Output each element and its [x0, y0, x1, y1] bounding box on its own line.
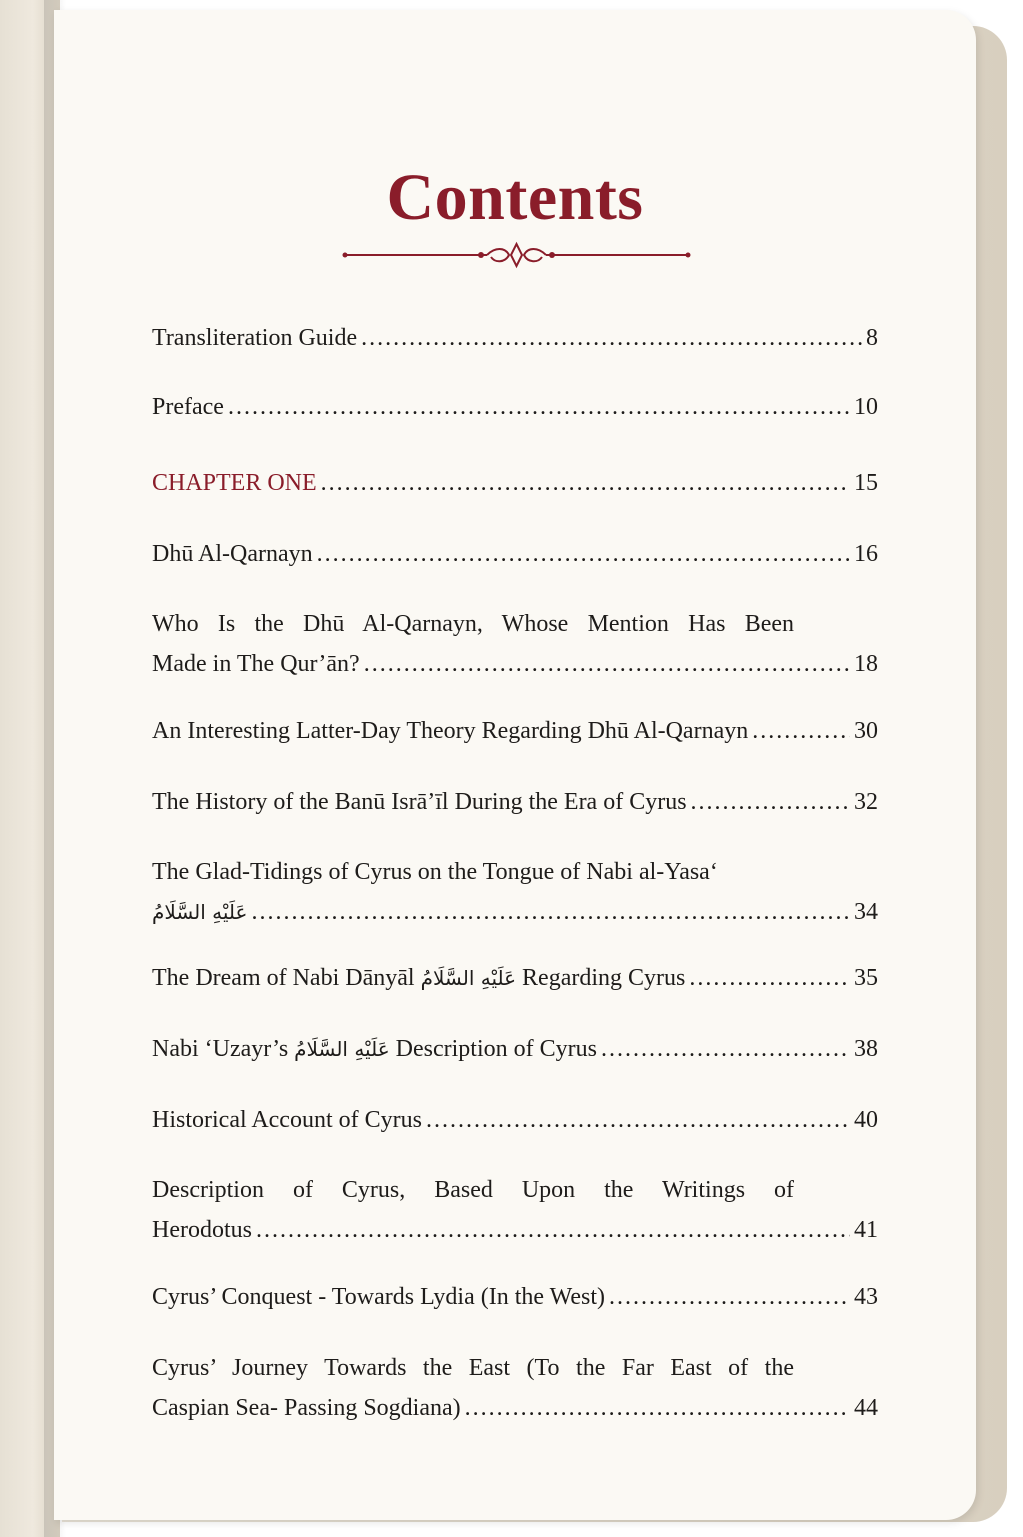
page-title: Contents [386, 161, 644, 234]
toc-entry[interactable] [152, 958, 878, 998]
toc-entry-title-part1: The Dream of Nabi Dānyāl [152, 965, 421, 991]
toc-entry[interactable] [152, 1277, 878, 1317]
dot-leader [317, 534, 850, 574]
arabic-honorific: عَلَيْهِ السَّلَامُ [152, 900, 248, 924]
toc-entry-title [152, 1029, 597, 1069]
toc-page-number: 38 [854, 1036, 878, 1062]
toc-page-number: 43 [854, 1284, 878, 1310]
toc-page-number: 16 [854, 541, 878, 567]
toc-entry[interactable] [152, 852, 878, 932]
toc-entry[interactable] [152, 387, 878, 427]
dot-leader [228, 387, 850, 427]
dot-leader [364, 644, 850, 684]
toc-page-number: 18 [854, 651, 878, 677]
toc-page-number: 8 [866, 325, 878, 351]
dot-leader [256, 1210, 850, 1250]
dot-leader [321, 463, 850, 503]
toc-entry[interactable] [152, 318, 878, 358]
toc-page-number: 30 [854, 718, 878, 744]
chapter-title: CHAPTER ONE [152, 470, 317, 496]
dot-leader [601, 1029, 850, 1069]
toc-entry-title-line2: Caspian Sea- Passing Sogdiana) [152, 1395, 461, 1421]
toc-entry-title-line1: Description of Cyrus, Based Upon the Writings of [152, 1177, 794, 1203]
toc-entry-title-line2: Made in The Qur’ān? [152, 651, 360, 677]
toc-chapter-heading[interactable] [152, 463, 878, 503]
toc-entry-title: Preface [152, 394, 224, 420]
toc-entry-title-part2: Regarding Cyrus [516, 965, 686, 991]
toc-page-number: 34 [854, 899, 878, 925]
toc-page-number: 44 [854, 1395, 878, 1421]
toc-entry[interactable] [152, 1170, 878, 1250]
toc-entry-title: Transliteration Guide [152, 325, 358, 351]
arabic-honorific: عَلَيْهِ السَّلَامُ [294, 1037, 390, 1061]
divider-ornament-icon [339, 238, 694, 272]
toc-entry[interactable] [152, 534, 878, 574]
toc-entry-title-part2: Description of Cyrus [389, 1036, 597, 1062]
dot-leader [251, 892, 850, 932]
dot-leader [609, 1277, 850, 1317]
dot-leader [426, 1100, 850, 1140]
toc-entry-title: Dhū Al-Qarnayn [152, 541, 313, 567]
toc-page-number: 15 [854, 470, 878, 496]
toc-entry[interactable] [152, 711, 878, 751]
dot-leader [752, 711, 850, 751]
toc-entry[interactable] [152, 782, 878, 822]
toc-entry-title-line2: Herodotus [152, 1217, 252, 1243]
toc-entry-title-line1: Cyrus’ Journey Towards the East (To the Far East of the [152, 1355, 794, 1381]
toc-page-number: 35 [854, 965, 878, 991]
toc-entry-title: An Interesting Latter-Day Theory Regarding Dhū Al-Qarnayn [152, 718, 749, 744]
toc-entry-title: Historical Account of Cyrus [152, 1107, 422, 1133]
toc-entry[interactable] [152, 604, 878, 684]
arabic-honorific: عَلَيْهِ السَّلَامُ [420, 966, 517, 990]
toc-entry-title-line1: The Glad-Tidings of Cyrus on the Tongue of Nabi al-Yasa‘ [152, 859, 718, 885]
dot-leader [691, 782, 850, 822]
toc-page-number: 41 [854, 1217, 878, 1243]
toc-entry[interactable] [152, 1029, 878, 1069]
toc-entry[interactable] [152, 1348, 878, 1428]
toc-page-number: 32 [854, 789, 878, 815]
toc-page-number: 10 [854, 394, 878, 420]
toc-page-number: 40 [854, 1107, 878, 1133]
book-page [54, 10, 976, 1520]
toc-entry-title: The History of the Banū Isrā’īl During the Era of Cyrus [152, 789, 687, 815]
dot-leader [465, 1388, 850, 1428]
toc-entry-title-part1: Nabi ‘Uzayr’s [152, 1036, 295, 1062]
dot-leader [361, 318, 862, 358]
dot-leader [689, 958, 850, 998]
toc-entry-title [152, 958, 685, 998]
toc-entry[interactable] [152, 1100, 878, 1140]
toc-entry-title-line1: Who Is the Dhū Al-Qarnayn, Whose Mention Has Been [152, 611, 794, 637]
toc-entry-title: Cyrus’ Conquest - Towards Lydia (In the West) [152, 1284, 605, 1310]
